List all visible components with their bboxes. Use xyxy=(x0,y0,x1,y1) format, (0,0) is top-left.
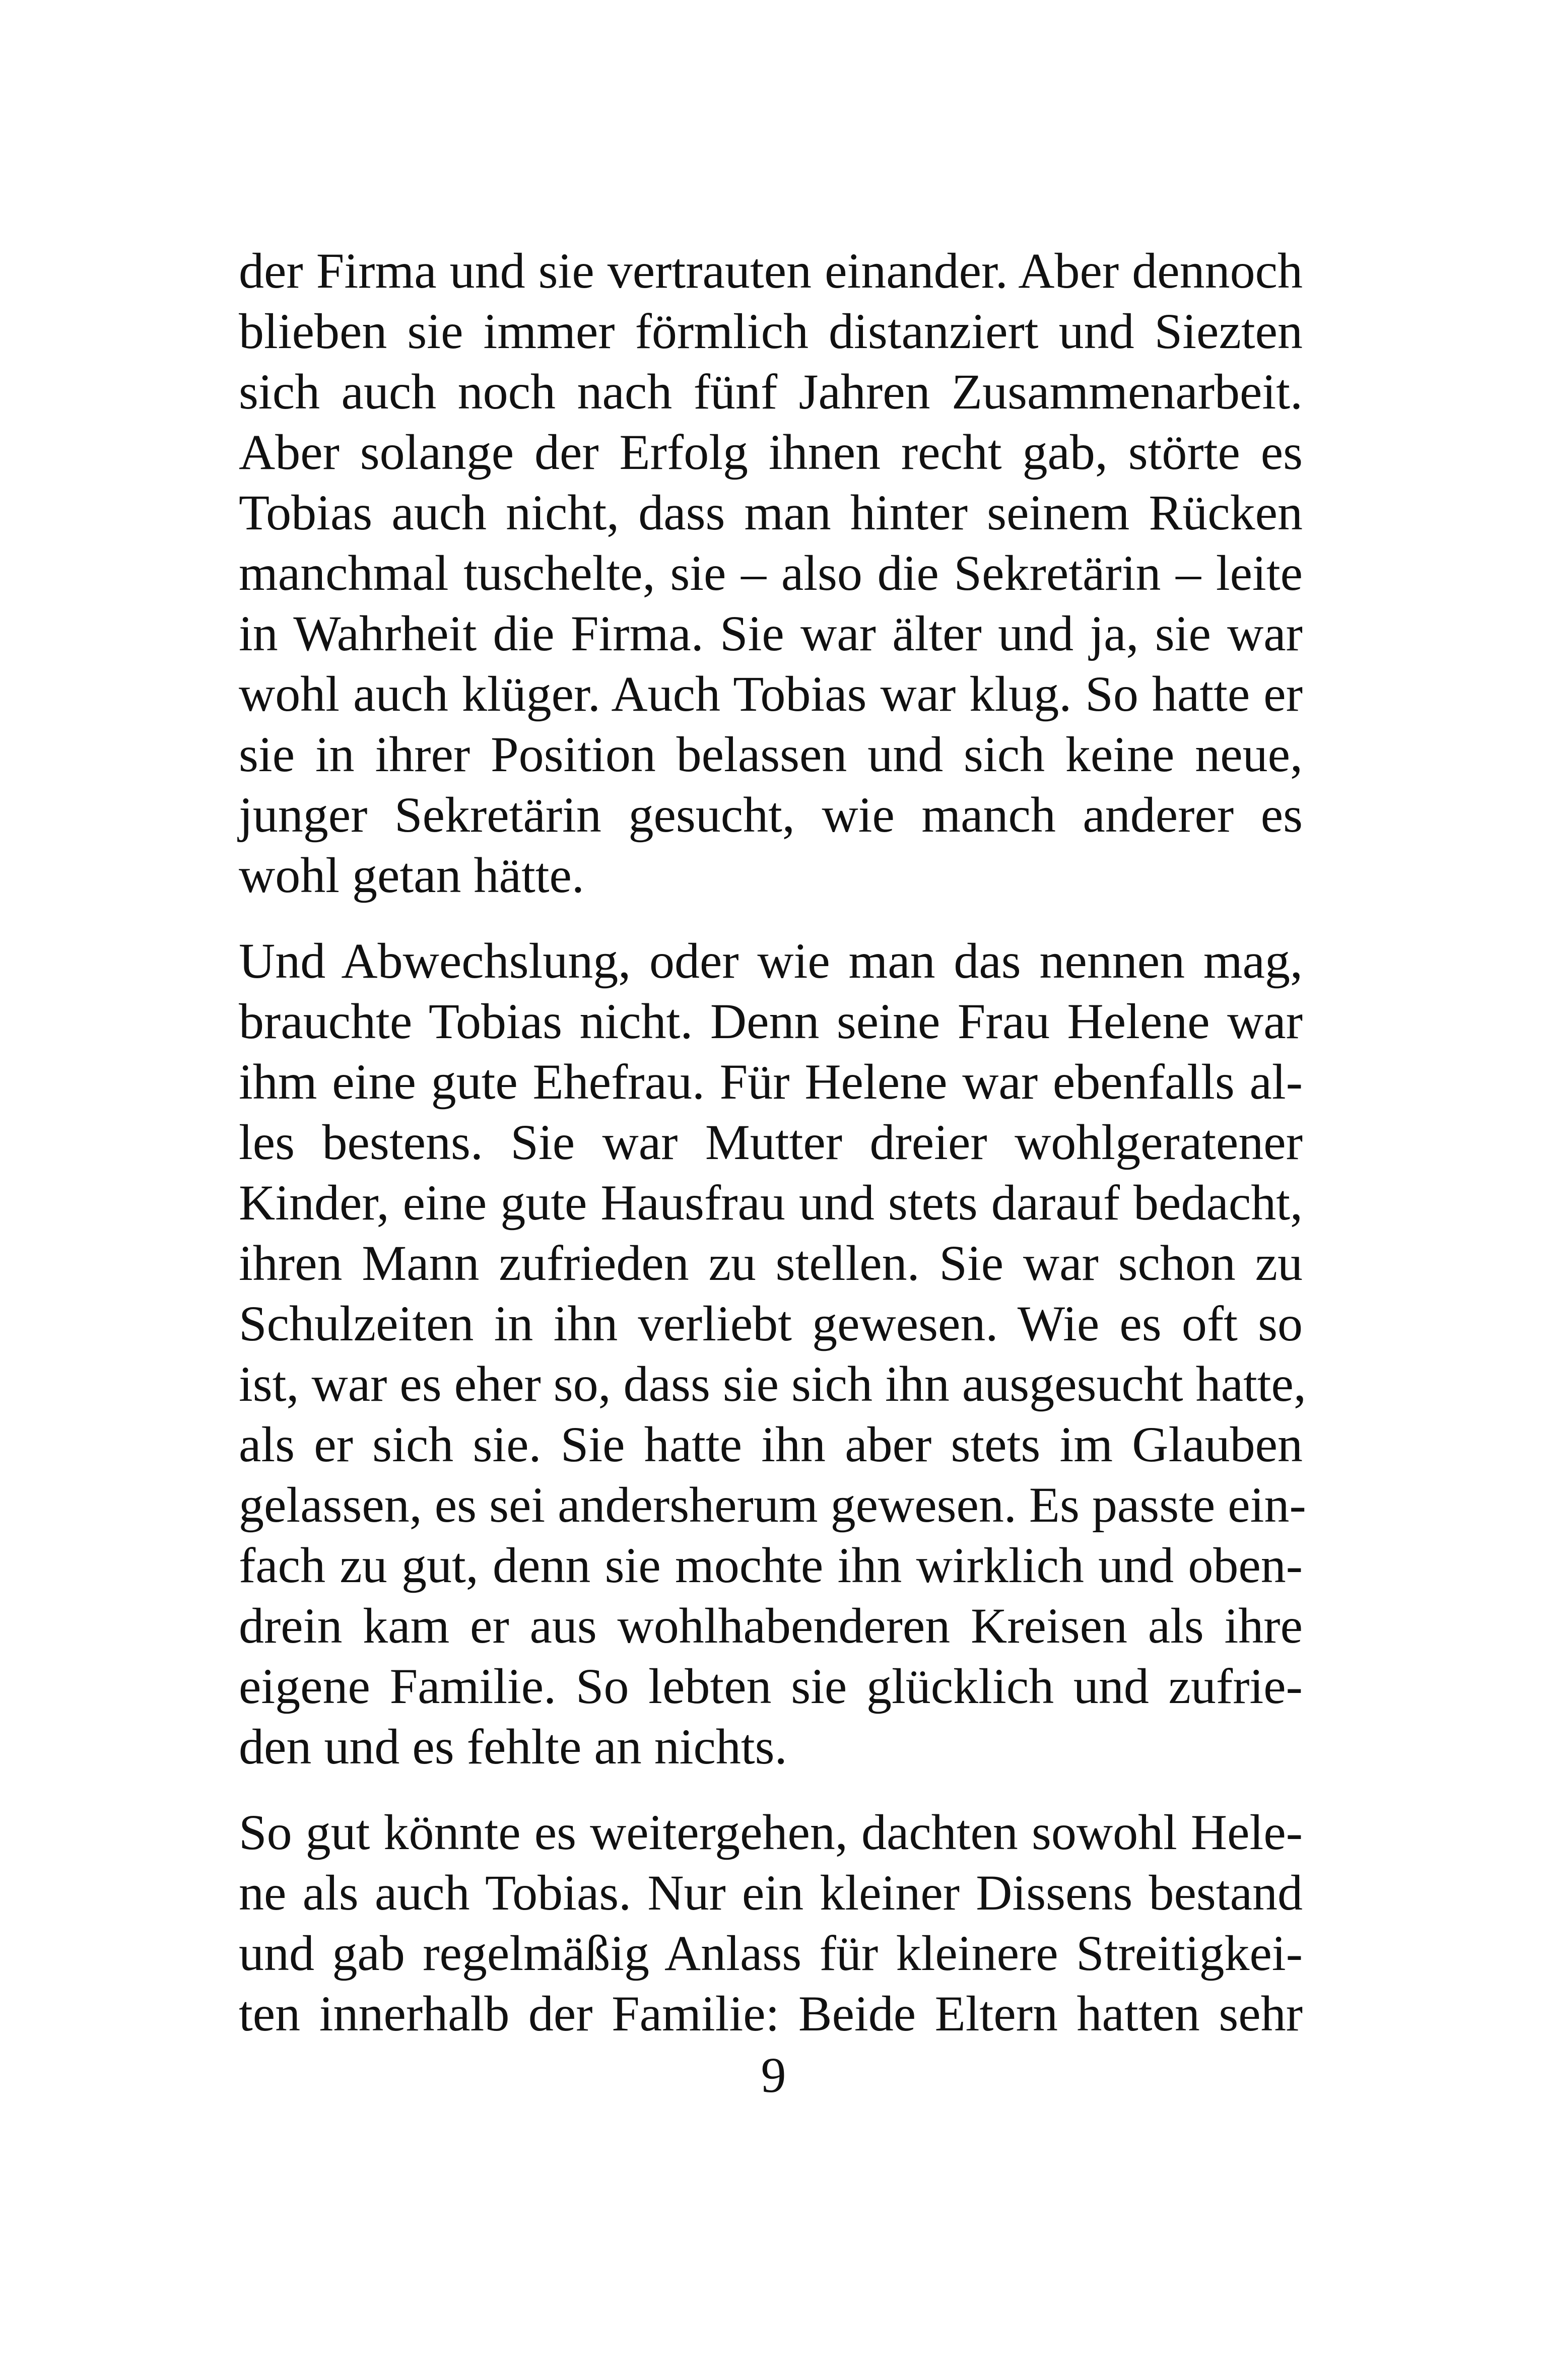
text-line: ist, war es eher so, dass sie sich ihn ausgesucht hatte, xyxy=(239,1356,1306,1412)
text-line: ten innerhalb der Familie: Beide Eltern hatten sehr xyxy=(239,1986,1303,2042)
paragraph-gap xyxy=(239,906,1303,931)
text-line: blieben sie immer förmlich distanziert und Siezten xyxy=(239,303,1303,359)
text-line: Kinder, eine gute Hausfrau und stets darauf bedacht, xyxy=(239,1175,1303,1231)
text-line: den und es fehlte an nichts. xyxy=(239,1719,787,1775)
text-line: ne als auch Tobias. Nur ein kleiner Dissens bestand xyxy=(239,1865,1303,1921)
text-line: ihren Mann zufrieden zu stellen. Sie war schon zu xyxy=(239,1235,1303,1291)
body-text xyxy=(239,241,1306,2044)
page-number: 9 xyxy=(761,2047,786,2103)
text-line: les bestens. Sie war Mutter dreier wohlgeratener xyxy=(239,1114,1303,1170)
text-line: Und Abwechslung, oder wie man das nennen mag, xyxy=(239,933,1303,989)
text-line: in Wahrheit die Firma. Sie war älter und ja, sie war xyxy=(239,605,1303,661)
text-line: wohl auch klüger. Auch Tobias war klug. So hatte er xyxy=(239,666,1303,722)
text-line: gelassen, es sei andersherum gewesen. Es passte ein- xyxy=(239,1477,1306,1533)
text-line: drein kam er aus wohlhabenderen Kreisen als ihre xyxy=(239,1598,1303,1654)
text-line: brauchte Tobias nicht. Denn seine Frau Helene war xyxy=(239,993,1303,1049)
text-line: fach zu gut, denn sie mochte ihn wirklich und oben- xyxy=(239,1537,1303,1593)
text-line: sie in ihrer Position belassen und sich keine neue, xyxy=(239,726,1303,782)
text-line: manchmal tuschelte, sie – also die Sekretärin – leite xyxy=(239,545,1303,601)
paragraph-gap xyxy=(239,1777,1303,1802)
paragraph-1 xyxy=(239,241,1303,906)
text-line: sich auch noch nach fünf Jahren Zusammenarbeit. xyxy=(239,364,1303,420)
text-line: wohl getan hätte. xyxy=(239,847,584,903)
text-line: ihm eine gute Ehefrau. Für Helene war ebenfalls al- xyxy=(239,1054,1303,1110)
text-line: Tobias auch nicht, dass man hinter seinem Rücken xyxy=(239,485,1303,540)
text-line: und gab regelmäßig Anlass für kleinere Streitigkei- xyxy=(239,1925,1303,1981)
text-line: So gut könnte es weitergehen, dachten sowohl Hele- xyxy=(239,1804,1303,1860)
text-line: eigene Familie. So lebten sie glücklich und zufrie- xyxy=(239,1658,1303,1714)
text-line: Schulzeiten in ihn verliebt gewesen. Wie es oft so xyxy=(239,1296,1303,1351)
text-line: Aber solange der Erfolg ihnen recht gab, störte es xyxy=(239,424,1303,480)
paragraph-3 xyxy=(239,1802,1303,2044)
text-line: als er sich sie. Sie hatte ihn aber stets im Glauben xyxy=(239,1416,1303,1472)
paragraph-2 xyxy=(239,931,1306,1777)
text-line: junger Sekretärin gesucht, wie manch anderer es xyxy=(239,787,1303,843)
text-line: der Firma und sie vertrauten einander. Aber dennoch xyxy=(239,243,1303,299)
